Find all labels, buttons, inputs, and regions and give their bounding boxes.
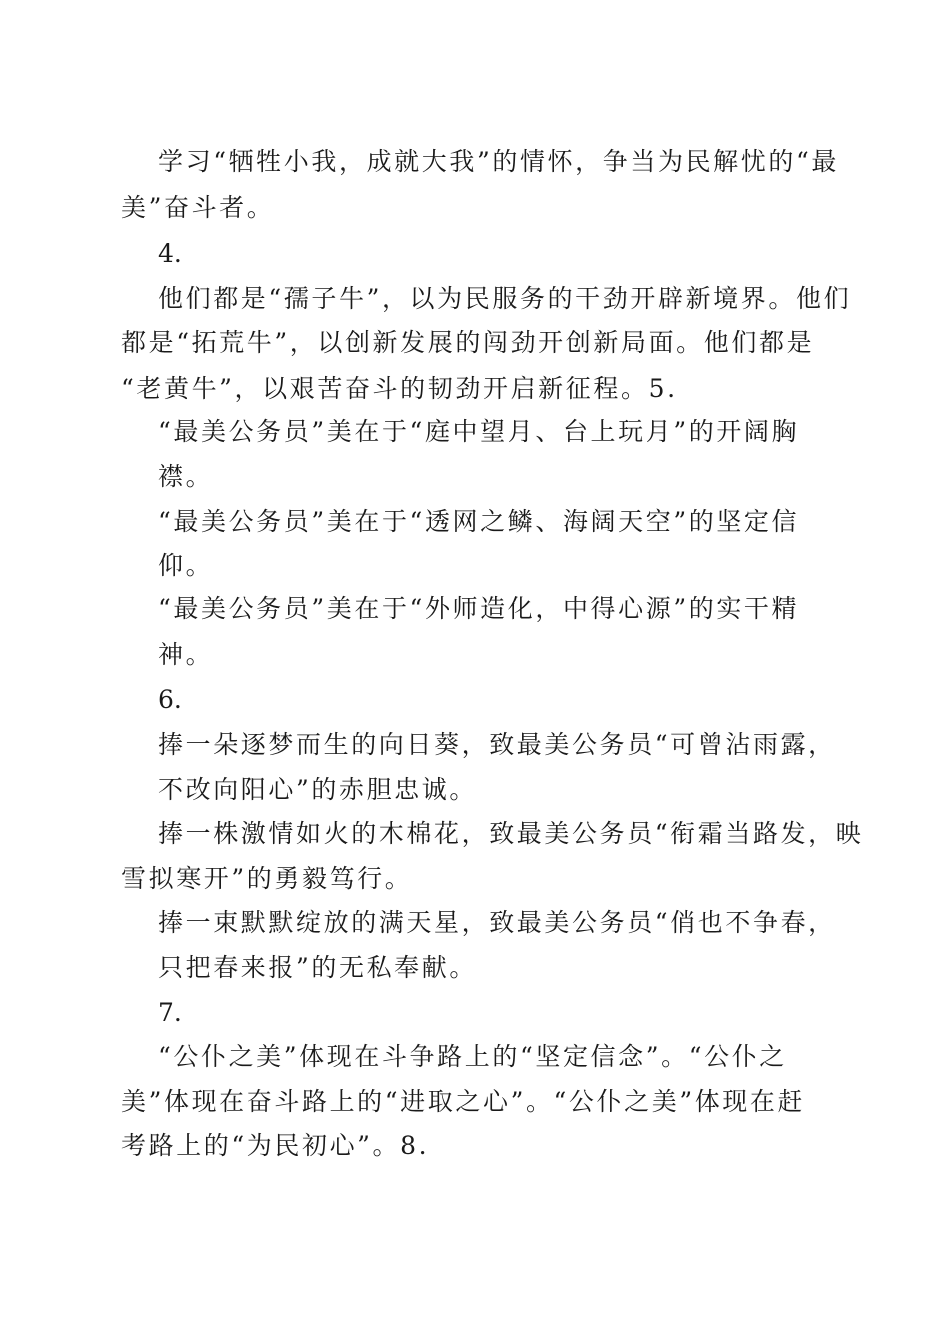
text-line: 美”奋斗者。 — [121, 193, 275, 222]
text-line: 都是“拓荒牛”，以创新发展的闯劲开创新局面。他们都是 — [121, 328, 815, 357]
text-line: “最美公务员”美在于“外师造化，中得心源”的实干精 — [158, 594, 800, 623]
text-line: “最美公务员”美在于“庭中望月、台上玩月”的开阔胸 — [158, 417, 800, 446]
text-line: “最美公务员”美在于“透网之鳞、海阔天空”的坚定信 — [158, 507, 800, 536]
text-line: 襟。 — [158, 462, 214, 491]
text-line: 不改向阳心”的赤胆忠诚。 — [158, 775, 477, 804]
text-line: “老黄牛”，以艰苦奋斗的韧劲开启新征程。5. — [121, 374, 678, 403]
text-line: “公仆之美”体现在斗争路上的“坚定信念”。“公仆之 — [158, 1042, 787, 1071]
text-line: 美”体现在奋斗路上的“进取之心”。“公仆之美”体现在赶 — [121, 1087, 806, 1116]
text-line: 神。 — [158, 640, 214, 669]
text-line: 考路上的“为民初心”。8. — [121, 1131, 430, 1160]
text-line: 学习“牺牲小我，成就大我”的情怀，争当为民解忧的“最 — [158, 147, 839, 176]
text-line: 捧一朵逐梦而生的向日葵，致最美公务员“可曾沾雨露， — [158, 730, 836, 759]
section-number: 6. — [158, 685, 182, 714]
text-line: 雪拟寒开”的勇毅笃行。 — [121, 864, 413, 893]
text-line: 捧一株激情如火的木棉花，致最美公务员“衔霜当路发，映 — [158, 819, 864, 848]
section-number: 4. — [158, 239, 182, 268]
text-line: 只把春来报”的无私奉献。 — [158, 953, 477, 982]
text-line: 仰。 — [158, 551, 214, 580]
section-number: 7. — [158, 998, 182, 1027]
text-line: 捧一束默默绽放的满天星，致最美公务员“俏也不争春， — [158, 908, 836, 937]
text-line: 他们都是“孺子牛”，以为民服务的干劲开辟新境界。他们 — [158, 284, 852, 313]
